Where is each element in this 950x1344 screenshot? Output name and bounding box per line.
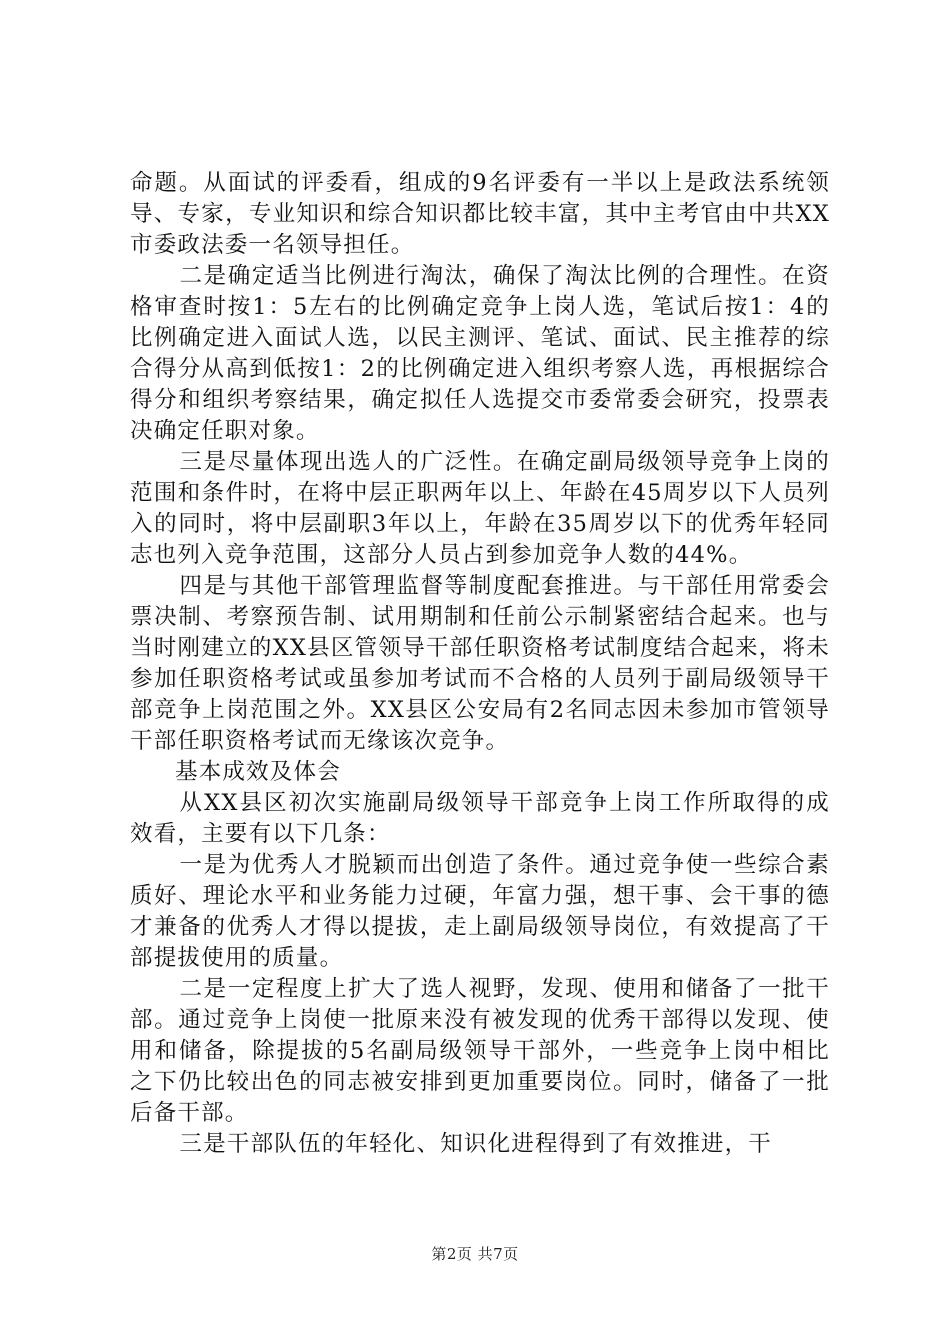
paragraph-result-three: 三是干部队伍的年轻化、知识化进程得到了有效推进，干 (179, 1131, 773, 1157)
paragraph-continuation: 命题。从面试的评委看，组成的9名评委有一半以上是政法系统领导、专家，专业知识和综合知识都比较丰富，其中主考官由中共XX市委政法委一名领导担任。 (130, 170, 830, 258)
paragraph-point-three-breadth: 三是尽量体现出选人的广泛性。在确定副局级领导竞争上岗的范围和条件时，在将中层正职两年以上、年龄在45周岁以下人员列入的同时，将中层副职3年以上，年龄在35周岁以下的优秀年轻同志也列入竞争范围，这部分人员占到参加竞争人数的44%。 (130, 449, 830, 568)
paragraph-result-two: 二是一定程度上扩大了选人视野，发现、使用和储备了一批干部。通过竞争上岗使一批原来没有被发现的优秀干部得以发现、使用和储备，除提拔的5名副局级领导干部外，一些竞争上岗中相比之下仍比较出色的同志被安排到更加重要岗位。同时，储备了一批后备干部。 (130, 976, 830, 1126)
document-body (130, 168, 830, 1160)
paragraph-point-two-ratio: 二是确定适当比例进行淘汰，确保了淘汰比例的合理性。在资格审查时按1：5左右的比例确定竞争上岗人选，笔试后按1：4的比例确定进入面试人选，以民主测评、笔试、面试、民主推荐的综合得分从高到低按1：2的比例确定进入组织考察人选，再根据综合得分和组织考察结果，确定拟任人选提交市委常委会研究，投票表决确定任职对象。 (130, 263, 830, 444)
section-heading: 基本成效及体会 (175, 759, 341, 785)
paragraph-result-one: 一是为优秀人才脱颖而出创造了条件。通过竞争使一些综合素质好、理论水平和业务能力过硬，年富力强，想干事、会干事的德才兼备的优秀人才得以提拔，走上副局级领导岗位，有效提高了干部提拔使用的质量。 (130, 852, 830, 971)
paragraph-results-intro: 从XX县区初次实施副局级领导干部竞争上岗工作所取得的成效看，主要有以下几条： (130, 790, 830, 847)
paragraph-point-four-systems: 四是与其他干部管理监督等制度配套推进。与干部任用常委会票决制、考察预告制、试用期制和任前公示制紧密结合起来。也与当时刚建立的XX县区管领导干部任职资格考试制度结合起来，将未参加任职资格考试或虽参加考试而不合格的人员列于副局级领导干部竞争上岗范围之外。XX县区公安局有2名同志因未参加市管领导干部任职资格考试而无缘该次竞争。 (130, 573, 830, 754)
page-number-footer: 第2页 共7页 (431, 1245, 519, 1263)
